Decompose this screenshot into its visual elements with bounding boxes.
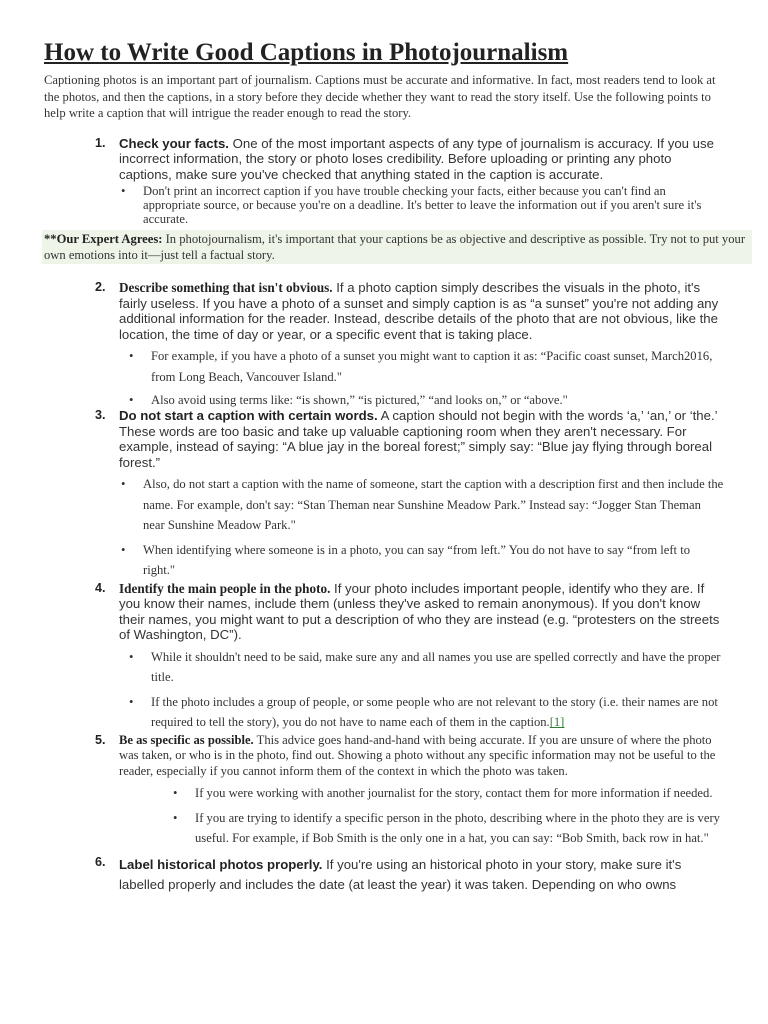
- step-text: [119, 581, 724, 643]
- step-lead: Identify the main people in the photo.: [119, 580, 331, 596]
- step-bullets: [119, 474, 724, 581]
- steps-list-continued: [44, 280, 724, 895]
- step-text: [119, 136, 724, 183]
- document-page: [44, 38, 746, 895]
- bullet-item: • For example, if you have a photo of a sunset you might want to caption it as: “Pacific coast sunset, March2016, from Long Beach, Vancouver Island.": [127, 346, 724, 387]
- step-lead: Check your facts.: [119, 135, 229, 151]
- step-bullets: [119, 346, 724, 408]
- step-body: A caption should not begin with the words ‘a,’ ‘an,’ or ‘the.’ These words are too basic and take up valuable captioning room when they aren't necessary. For example, instead of saying: “A blue jay in the boreal forest;” simply say: “Blue jay flying through boreal forest.”: [119, 408, 718, 470]
- step-bullets: [119, 783, 724, 849]
- step-number: 1.: [95, 135, 106, 150]
- page-title: How to Write Good Captions in Photojournalism: [44, 39, 569, 66]
- step-item-6: [44, 855, 724, 895]
- callout-text: In photojournalism, it's important that your captions be as objective and descriptive as possible. Try not to put your own emotions into it—just tell a factual story.: [44, 232, 746, 263]
- bullet-item: • Also avoid using terms like: “is shown,” “is pictured,” “and looks on,” or “above.": [127, 393, 724, 408]
- step-number: 4.: [95, 580, 106, 595]
- bullet-item: • If you were working with another journalist for the story, contact them for more information if needed.: [171, 783, 724, 804]
- bullet-item: [127, 692, 724, 733]
- step-body: This advice goes hand-and-hand with being accurate. If you are unsure of where the photo was taken, or who is in the photo, find out. Showing a photo without any specific information may not be useful to the reader, especially if you cannot inform them of the context in which the photo was taken.: [119, 732, 716, 778]
- step-body: If your photo includes important people, identify who they are. If you know their names, include them (unless they've asked to remain anonymous). If you don't know their names, you might want to put a description of who they are instead (e.g. “protesters on the streets of Washington, DC”).: [119, 580, 720, 643]
- step-number: 3.: [95, 408, 106, 423]
- step-item-5: [44, 733, 724, 849]
- step-body: If you're using an historical photo in your story, make sure it's labelled properly and includes the date (at least the year) it was taken. Depending on who owns: [119, 856, 682, 892]
- bullet-text: If the photo includes a group of people, or some people who are not relevant to the story (i.e. their names are not required to tell the story), you do not have to name each of them in the caption.: [151, 694, 718, 730]
- step-item-4: [44, 581, 724, 733]
- steps-list: [44, 136, 724, 227]
- callout-label: **Our Expert Agrees:: [44, 232, 163, 247]
- step-lead: Describe something that isn't obvious.: [119, 280, 333, 296]
- step-item-3: [44, 408, 724, 581]
- bullet-item: • When identifying where someone is in a photo, you can say “from left.” You do not have to say “from left to right.": [119, 540, 724, 581]
- bullet-item: • Also, do not start a caption with the name of someone, start the caption with a description first and then include the name. For example, don't say: “Stan Theman near Sunshine Meadow Park.” Instead say: “Jogger Stan Theman near Sunshine Meadow Park.": [119, 474, 724, 536]
- bullet-item: • Don't print an incorrect caption if you have trouble checking your facts, either because you can't find an appropriate source, or because you're on a deadline. It's better to leave the information out if you aren't sure it's accurate.: [119, 184, 724, 226]
- bullet-item: • If you are trying to identify a specific person in the photo, describing where in the photo they are is very useful. For example, if Bob Smith is the only one in a hat, you can say: “Bob Smith, back row in hat.": [171, 808, 724, 849]
- step-body: One of the most important aspects of any type of journalism is accuracy. If you use incorrect information, the story or photo loses credibility. Before uploading or printing any photo captions, make sure you've checked that anything stated in the caption is accurate.: [119, 135, 714, 182]
- step-lead: Label historical photos properly.: [119, 856, 323, 872]
- step-item-2: [44, 280, 724, 408]
- step-number: 2.: [95, 280, 106, 295]
- step-text: [119, 733, 724, 780]
- intro-paragraph: Captioning photos is an important part of journalism. Captions must be accurate and informative. In fact, most readers tend to look at the photos, and then the captions, in a story before they decide whether they want to read the story itself. Use the following points to help write a caption that will intrigue the reader enough to read the story.: [44, 73, 716, 121]
- step-body: If a photo caption simply describes the visuals in the photo, it's fairly useless. If you have a photo of a sunset and simply caption is as “a sunset” you're not adding any additional information for the reader. Instead, describe details of the photo that are not obvious, like the location, the time of day or year, or a specific event that is taking place.: [119, 280, 719, 342]
- step-number: 5.: [95, 732, 106, 747]
- expert-callout: [42, 230, 752, 264]
- step-item-1: [44, 136, 724, 227]
- bullet-item: • While it shouldn't need to be said, make sure any and all names you use are spelled correctly and have the proper title.: [127, 647, 724, 688]
- step-text: [119, 280, 724, 342]
- footnote-link[interactable]: [1]: [549, 715, 565, 730]
- step-bullets: [119, 647, 724, 733]
- step-text: [119, 855, 724, 895]
- step-lead: Do not start a caption with certain words.: [119, 408, 378, 424]
- step-lead: Be as specific as possible.: [119, 732, 254, 747]
- step-text: [119, 408, 724, 470]
- step-number: 6.: [95, 854, 106, 869]
- step-bullets: [119, 184, 724, 226]
